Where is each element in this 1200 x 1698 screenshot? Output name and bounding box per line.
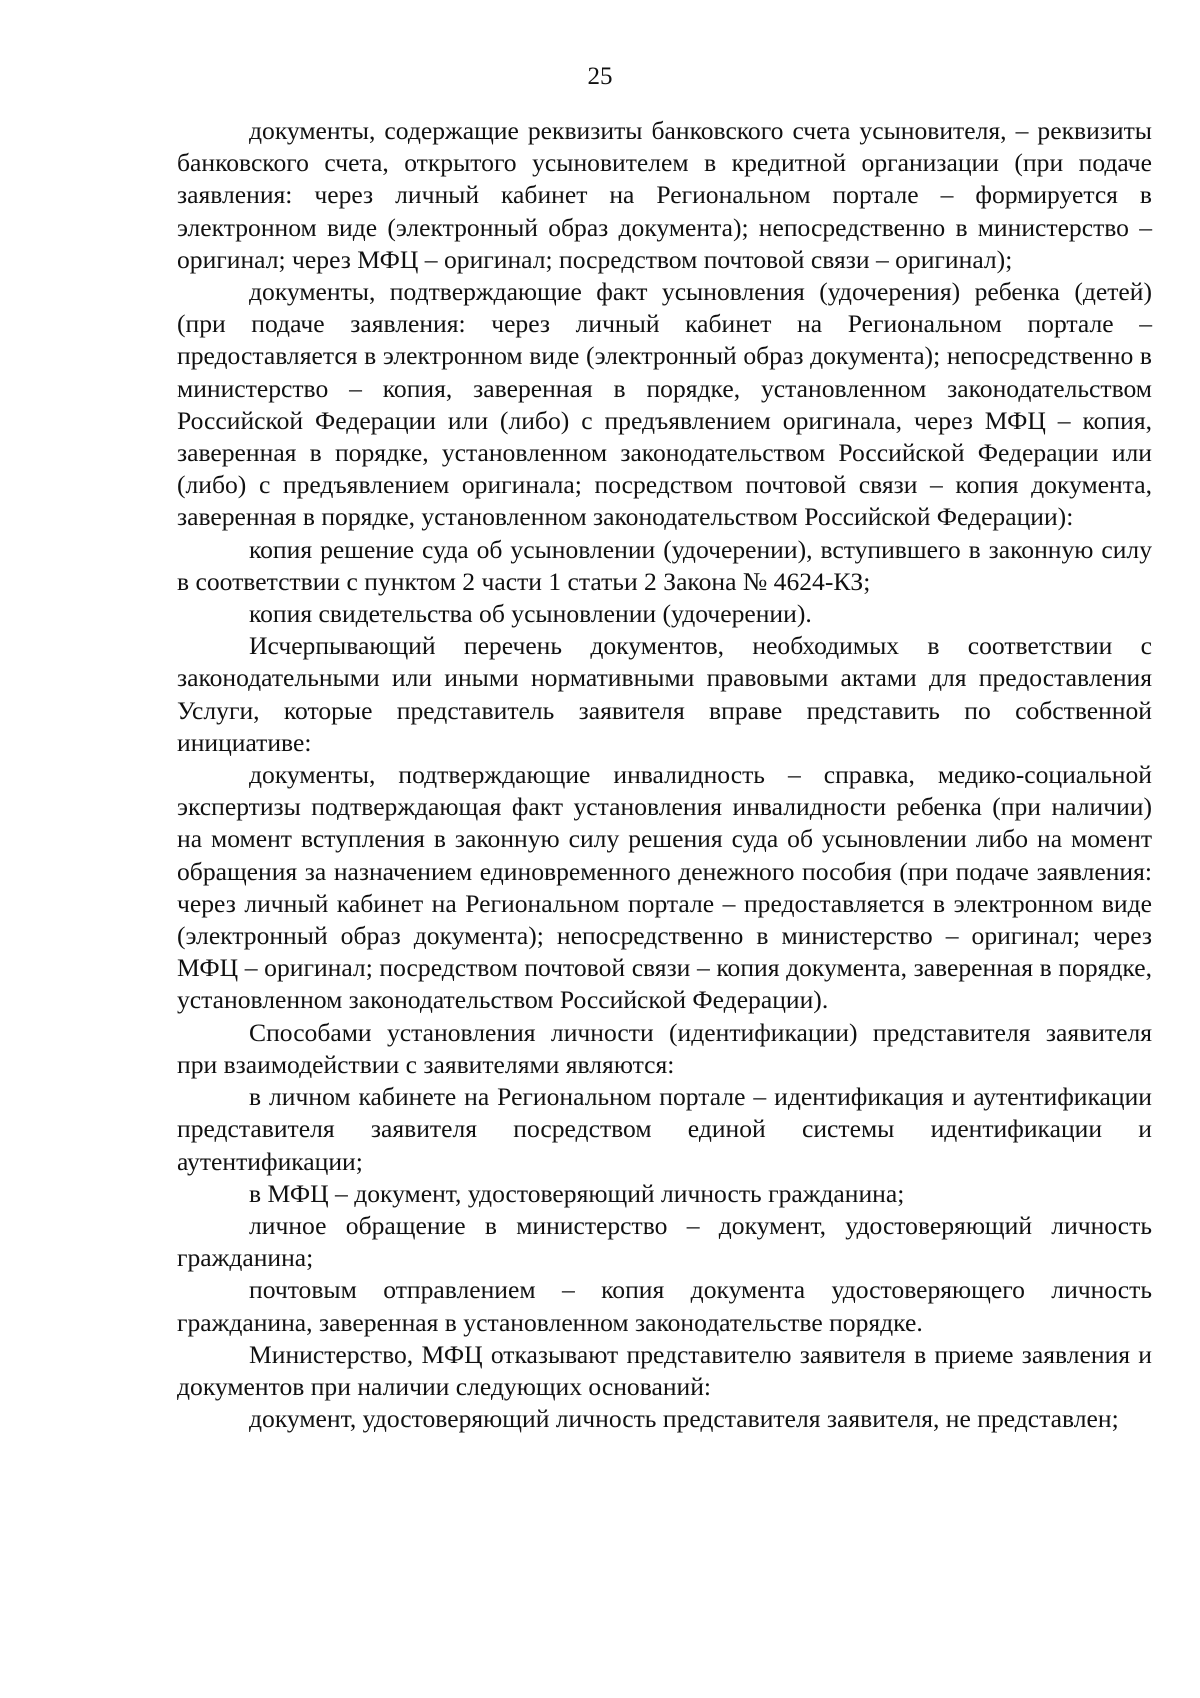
paragraph-identification-methods: Способами установления личности (идентификации) представителя заявителя при взаимодействии с заявителями являются: [177,1017,1152,1079]
page-number: 25 [587,63,613,90]
paragraph-refusal-no-id: документ, удостоверяющий личность представителя заявителя, не представлен; [249,1404,1119,1434]
paragraph-identification-mail: почтовым отправлением – копия документа удостоверяющего личность гражданина, заверенная в установленном законодательстве порядке. [177,1275,1152,1337]
paragraph-adoption-proof: документы, подтверждающие факт усыновления (удочерения) ребенка (детей) (при подаче заявления: через личный кабинет на Региональном портале – предоставляется в электронном виде (электронный образ документа); непосредственно в министерство – копия, заверенная в порядке, установленном законодательством Российской Федерации или (либо) с предъявлением оригинала, через МФЦ – копия, заверенная в порядке, установленном законодательством Российской Федерации или (либо) с предъявлением оригинала; посредством почтовой связи – копия документа, заверенная в порядке, установленном законодательством Российской Федерации): [177,277,1152,532]
paragraph-identification-mfc: в МФЦ – документ, удостоверяющий личность гражданина; [249,1178,905,1208]
paragraph-court-decision-copy: копия решение суда об усыновлении (удочерении), вступившего в законную силу в соответствии с пунктом 2 части 1 статьи 2 Закона № 4624-КЗ; [177,534,1152,596]
paragraph-refusal-grounds: Министерство, МФЦ отказывают представителю заявителя в приеме заявления и документов при наличии следующих оснований: [177,1339,1152,1401]
document-body [177,115,1152,1435]
paragraph-identification-ministry: личное обращение в министерство – документ, удостоверяющий личность гражданина; [177,1210,1152,1273]
paragraph-bank-details: документы, содержащие реквизиты банковского счета усыновителя, – реквизиты банковского счета, открытого усыновителем в кредитной организации (при подаче заявления: через личный кабинет на Региональном портале – формируется в электронном виде (электронный образ документа); непосредственно в министерство – оригинал; через МФЦ – оригинал; посредством почтовой связи – оригинал); [177,116,1152,274]
paragraph-disability-documents: документы, подтверждающие инвалидность – справка, медико-социальной экспертизы подтверждающая факт установления инвалидности ребенка (при наличии) на момент вступления в законную силу решения суда об усыновлении либо на момент обращения за назначением единовременного денежного пособия (при подаче заявления: через личный кабинет на Региональном портале – предоставляется в электронном виде (электронный образ документа); непосредственно в министерство – оригинал; через МФЦ – оригинал; посредством почтовой связи – копия документа, заверенная в порядке, установленном законодательством Российской Федерации). [177,760,1152,1015]
paragraph-identification-portal: в личном кабинете на Региональном портале – идентификация и аутентификации представителя заявителя посредством единой системы идентификации и аутентификации; [177,1082,1152,1176]
paragraph-adoption-certificate-copy: копия свидетельства об усыновлении (удочерении). [249,599,812,629]
paragraph-optional-documents-list: Исчерпывающий перечень документов, необходимых в соответствии с законодательными или иными нормативными правовыми актами для предоставления Услуги, которые представитель заявителя вправе представить по собственной инициативе: [177,631,1152,757]
